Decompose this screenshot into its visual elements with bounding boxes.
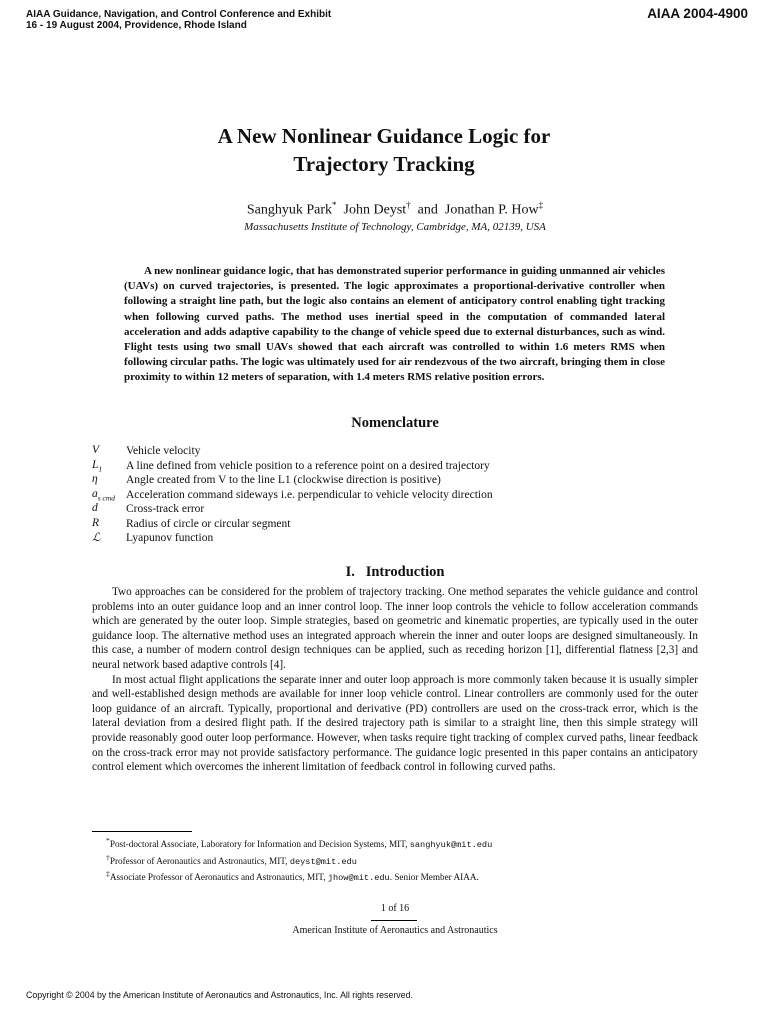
nomenclature-symbol: V <box>92 444 100 457</box>
paragraph: Two approaches can be considered for the problem of trajectory tracking. One method separates the vehicle guidance and control problems into an outer guidance loop and an inner control loop. The inner loop controls the vehicle to follow acceleration commands which are generated by the outer loop. Simple strategies, based on geometric and kinematic properties, are typically used in the outer guidance loop. The alternative method uses an integrated approach wherein the inner and outer loops are designed simultaneously. In this case, a number of modern control design techniques can be applied, such as receding horizon [1], differential flatness [2,3] and neural network based adaptive controls [4]. <box>92 586 698 671</box>
abstract: A new nonlinear guidance logic, that has demonstrated superior performance in guiding unmanned air vehicles (UAVs) on curved trajectories, is presented. The logic approximates a proportional-derivative controller when following a straight line path, but the logic also contains an element of anticipatory control enabling tight tracking when following curved paths. The method uses inertial speed in the computation of commanded lateral acceleration and adds adaptive capability to the change of vehicle speed due to external disturbances, such as wind. Flight tests using two small UAVs showed that each aircraft was controlled to within 1.6 meters RMS when following circular paths. The logic was ultimately used for air rendezvous of the two aircraft, bringing them in close proximity to within 12 meters of separation, with 1.4 meters RMS relative position errors. <box>124 265 666 384</box>
nomenclature-item <box>92 459 493 474</box>
footnote: †Professor of Aeronautics and Astronautics, MIT, deyst@mit.edu <box>106 852 357 867</box>
title-line-2: Trajectory Tracking <box>293 152 475 176</box>
paper-title <box>0 122 768 178</box>
author-name: John Deyst <box>343 202 407 218</box>
author-footnote-mark: † <box>406 200 411 210</box>
nomenclature-item <box>92 502 493 517</box>
page-number: 1 of 16 <box>380 903 410 914</box>
paragraph: In most actual flight applications the separate inner and outer loop approach is more commonly taken because it is usually simpler and well-established design methods are available for inner loop vehicle control. Linear controllers are commonly used for the outer loop guidance of an aircraft. Typically, proportional and derivative (PD) controllers are used on the cross-track error, which is the lateral deviation from a desired flight path. If the desired trajectory path is similar to a straight line, then this simple strategy will provide reasonably good outer loop performance. However, when tasks require tight tracking of complex curved paths, linear feedback on the cross-track error may not provide satisfactory performance. The guidance logic presented in this paper contains an anticipatory control element which overcomes the inherent limitation of feedback control in following curved paths. <box>92 673 698 774</box>
nomenclature-description: Angle created from V to the line L1 (clockwise direction is positive) <box>126 474 441 487</box>
nomenclature-symbol: $a_{s cmd}$ <box>92 487 116 502</box>
introduction-heading: I. Introduction <box>345 564 445 580</box>
conference-header <box>26 9 331 31</box>
author-and: and <box>417 202 438 218</box>
nomenclature-description: Vehicle velocity <box>126 445 201 458</box>
introduction-body <box>92 585 698 775</box>
nomenclature-item <box>92 531 493 546</box>
nomenclature-item <box>92 444 493 459</box>
author-footnote-mark: ‡ <box>538 200 544 210</box>
title-line-1: A New Nonlinear Guidance Logic for <box>217 124 551 148</box>
author-name: Sanghyuk Park <box>246 202 333 218</box>
nomenclature-list <box>92 444 493 546</box>
nomenclature-description: Cross-track error <box>126 503 205 516</box>
author-list <box>0 200 768 219</box>
email-address: sanghyuk@mit.edu <box>409 840 493 851</box>
nomenclature-description: Radius of circle or circular segment <box>126 517 291 530</box>
email-address: jhow@mit.edu <box>327 873 390 884</box>
copyright-notice: Copyright © 2004 by the American Institute of Aeronautics and Astronautics, Inc. All rights reserved. <box>26 990 413 1000</box>
nomenclature-description: Acceleration command sideways i.e. perpendicular to vehicle velocity direction <box>126 488 493 501</box>
conference-date-location: 16 - 19 August 2004, Providence, Rhode Island <box>26 20 247 31</box>
organization-footer: American Institute of Aeronautics and Astronautics <box>292 925 498 936</box>
affiliation: Massachusetts Institute of Technology, Cambridge, MA, 02139, USA <box>244 221 546 233</box>
nomenclature-heading: Nomenclature <box>351 415 439 431</box>
author-footnote-mark: * <box>332 200 337 210</box>
nomenclature-symbol: d <box>92 502 98 515</box>
nomenclature-item <box>92 488 493 503</box>
nomenclature-symbol: ℒ <box>92 532 101 545</box>
nomenclature-symbol: η <box>92 473 98 486</box>
nomenclature-item <box>92 517 493 532</box>
nomenclature-symbol: $L_1$ <box>92 458 103 473</box>
page-number-rule <box>371 920 417 921</box>
paper-id: AIAA 2004-4900 <box>647 6 748 21</box>
conference-name: AIAA Guidance, Navigation, and Control Conference and Exhibit <box>26 9 332 20</box>
author-name: Jonathan P. How <box>444 202 539 218</box>
nomenclature-description: A line defined from vehicle position to a reference point on a desired trajectory <box>126 459 490 472</box>
nomenclature-symbol: R <box>92 516 100 529</box>
footnote: *Post-doctoral Associate, Laboratory for Information and Decision Systems, MIT, sanghyuk@mit.edu <box>106 836 493 851</box>
footnote-rule <box>92 831 192 832</box>
nomenclature-item <box>92 473 493 488</box>
footnotes <box>106 835 492 885</box>
footnote: ‡Associate Professor of Aeronautics and Astronautics, MIT, jhow@mit.edu. Senior Member AIAA. <box>106 869 479 884</box>
nomenclature-description: Lyapunov function <box>126 532 214 545</box>
email-address: deyst@mit.edu <box>289 856 357 867</box>
